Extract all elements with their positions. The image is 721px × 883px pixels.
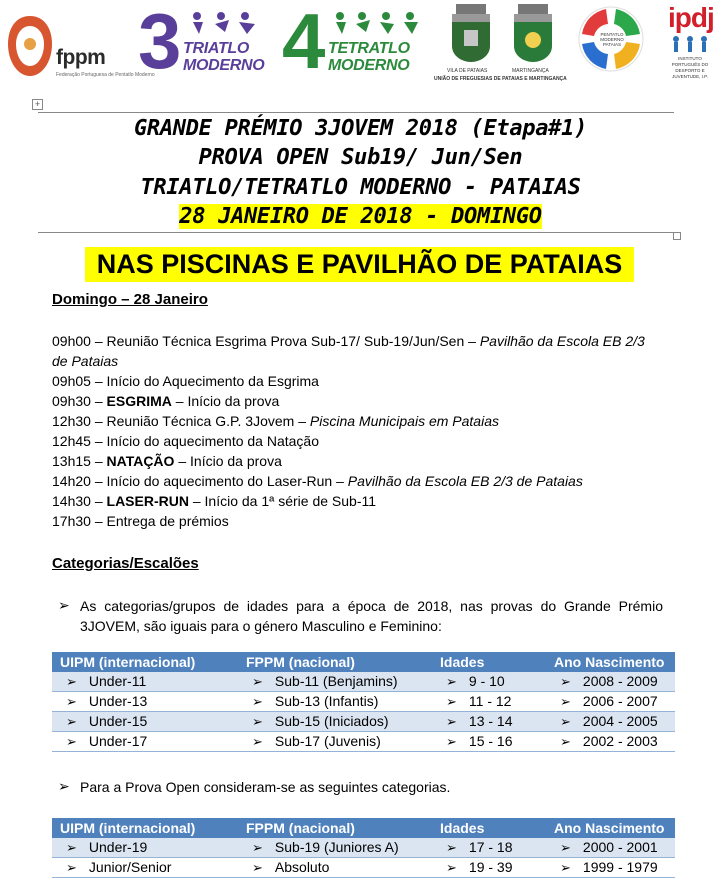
schedule-item	[52, 471, 583, 491]
column-header: UIPM (internacional)	[52, 652, 238, 672]
schedule-dash: –	[174, 453, 191, 469]
table-cell	[238, 692, 432, 712]
cell-value: Under-11	[88, 673, 147, 689]
cell-value: 2004 - 2005	[582, 713, 658, 729]
arrow-bullet-icon: ➢	[252, 840, 263, 855]
column-header: Ano Nascimento	[546, 818, 675, 838]
schedule-text: Início do aquecimento do Laser-Run	[106, 473, 333, 489]
schedule-title: Domingo – 28 Janeiro	[52, 291, 208, 308]
crest1-caption: VILA DE PATAIAS	[447, 68, 488, 74]
schedule-dash: –	[90, 333, 107, 349]
cell-value: Sub-11 (Benjamins)	[274, 673, 398, 689]
schedule-time: 09h30	[52, 393, 91, 409]
ipdj-wordmark: ipdj	[668, 2, 714, 33]
fppm-subtitle: Federação Portuguesa de Pentatlo Moderno	[56, 72, 155, 78]
arrow-bullet-icon: ➢	[446, 714, 457, 729]
heading-top-rule	[38, 112, 674, 113]
schedule-dash: –	[90, 413, 107, 429]
table-cell	[546, 672, 675, 692]
cell-value: 19 - 39	[468, 859, 513, 875]
column-header: FPPM (nacional)	[238, 652, 432, 672]
schedule-event: ESGRIMA	[106, 393, 172, 409]
schedule-item	[52, 411, 499, 431]
arrow-bullet-icon: ➢	[560, 860, 571, 875]
column-header: Idades	[432, 652, 546, 672]
arrow-bullet-icon: ➢	[252, 714, 263, 729]
table-cell	[52, 858, 238, 878]
arrow-bullet-icon: ➢	[66, 734, 77, 749]
schedule-place: de Pataias	[52, 353, 119, 369]
schedule-event: NATAÇÃO	[106, 453, 175, 469]
schedule-dash: –	[90, 453, 107, 469]
cell-value: 2000 - 2001	[582, 839, 658, 855]
cell-value: 1999 - 1979	[582, 859, 658, 875]
schedule-text: Início da 1ª série de Sub-11	[204, 493, 377, 509]
schedule-dash: –	[90, 373, 107, 389]
table-cell	[546, 858, 675, 878]
arrow-bullet-icon: ➢	[252, 674, 263, 689]
table-row	[52, 732, 675, 752]
schedule-dash: –	[90, 473, 107, 489]
schedule-time: 09h00	[52, 333, 91, 349]
ipdj-figures-icon	[668, 34, 714, 54]
schedule-time: 09h05	[52, 373, 91, 389]
fppm-wordmark: fppm	[56, 46, 106, 69]
column-header: FPPM (nacional)	[238, 818, 432, 838]
table-cell	[52, 692, 238, 712]
cell-value: 2008 - 2009	[582, 673, 658, 689]
cell-value: 2006 - 2007	[582, 693, 658, 709]
schedule-dash: –	[464, 333, 480, 349]
cell-value: Under-19	[88, 839, 148, 855]
schedule-text: Início da prova	[190, 453, 282, 469]
schedule-time: 14h20	[52, 473, 91, 489]
schedule-text: Reunião Técnica G.P. 3Jovem	[106, 413, 295, 429]
table-cell	[546, 732, 675, 752]
triatlo-line2: MODERNO	[183, 57, 265, 74]
schedule-item	[52, 351, 118, 371]
schedule-item	[52, 391, 279, 411]
table-cell	[432, 732, 546, 752]
schedule-dash: –	[332, 473, 348, 489]
schedule-dash: –	[90, 433, 107, 449]
table-cell	[238, 732, 432, 752]
bullet-arrow-icon: ➢	[58, 597, 70, 613]
arrow-bullet-icon: ➢	[66, 860, 77, 875]
arrow-bullet-icon: ➢	[252, 694, 263, 709]
schedule-dash: –	[90, 493, 107, 509]
categories-intro: As categorias/grupos de idades para a época de 2018, nas provas do Grande Prémio 3JOVEM, são iguais para o género Masculino e Feminino:	[80, 598, 663, 634]
cell-value: 2002 - 2003	[582, 733, 658, 749]
table-cell	[238, 858, 432, 878]
cell-value: Sub-17 (Juvenis)	[274, 733, 381, 749]
table-cell	[432, 712, 546, 732]
crest2-caption: MARTINGANÇA	[512, 68, 549, 74]
bullet-arrow-icon: ➢	[58, 778, 70, 794]
schedule-dash: –	[294, 413, 310, 429]
pataias-crest-icon	[446, 2, 496, 66]
open-intro: Para a Prova Open consideram-se as seguintes categorias.	[80, 779, 451, 795]
table-cell	[546, 838, 675, 858]
table-row	[52, 692, 675, 712]
cell-value: Sub-15 (Iniciados)	[274, 713, 389, 729]
table-cell	[546, 692, 675, 712]
pentatlo-caption: PENTATLO MODERNO PATAIAS	[600, 32, 624, 47]
schedule-time: 12h45	[52, 433, 91, 449]
arrow-bullet-icon: ➢	[560, 840, 571, 855]
cell-value: Sub-13 (Infantis)	[274, 693, 379, 709]
tetrathlon-figures-icon	[330, 10, 422, 36]
cell-value: Under-15	[88, 713, 148, 729]
arrow-bullet-icon: ➢	[66, 840, 77, 855]
arrow-bullet-icon: ➢	[66, 674, 77, 689]
arrow-bullet-icon: ➢	[446, 694, 457, 709]
table-resize-handle-icon[interactable]	[673, 232, 681, 240]
table-cell	[546, 712, 675, 732]
tetratlo-line1: TETRATLO	[328, 40, 410, 57]
categories-title: Categorias/Escalões	[52, 555, 199, 572]
schedule-text: Início da prova	[187, 393, 280, 409]
schedule-dash: –	[171, 393, 188, 409]
table-cell	[52, 672, 238, 692]
table-move-handle-icon[interactable]: +	[32, 99, 43, 110]
table-cell	[432, 692, 546, 712]
arrow-bullet-icon: ➢	[252, 734, 263, 749]
schedule-text: Reunião Técnica Esgrima Prova Sub-17/ Sub-19/Jun/Sen	[106, 333, 465, 349]
table-row	[52, 838, 675, 858]
cell-value: 15 - 16	[468, 733, 513, 749]
table-cell	[52, 712, 238, 732]
venue-banner: NAS PISCINAS E PAVILHÃO DE PATAIAS	[85, 247, 634, 282]
tetratlo-line2: MODERNO	[328, 57, 410, 74]
arrow-bullet-icon: ➢	[446, 734, 457, 749]
cell-value: Absoluto	[274, 859, 330, 875]
ipdj-caption: INSTITUTO PORTUGUÊS DO DESPORTO E JUVENTUDE, I.P.	[671, 56, 709, 79]
triatlo-number: 3	[138, 0, 182, 85]
table-cell	[432, 838, 546, 858]
column-header: Ano Nascimento	[546, 652, 675, 672]
table-cell	[432, 858, 546, 878]
table-cell	[52, 838, 238, 858]
schedule-time: 13h15	[52, 453, 91, 469]
freguesia-caption: UNIÃO DE FREGUESIAS DE PATAIAS E MARTINGANÇA	[434, 76, 567, 82]
arrow-bullet-icon: ➢	[446, 840, 457, 855]
table-cell	[52, 732, 238, 752]
arrow-bullet-icon: ➢	[446, 860, 457, 875]
arrow-bullet-icon: ➢	[560, 714, 571, 729]
schedule-text: Início do aquecimento da Natação	[106, 433, 319, 449]
schedule-time: 12h30	[52, 413, 91, 429]
arrow-bullet-icon: ➢	[66, 714, 77, 729]
fppm-emblem-icon	[4, 12, 56, 80]
heading-line-1: GRANDE PRÉMIO 3JOVEM 2018 (Etapa#1)	[133, 116, 588, 141]
logo-strip	[0, 0, 721, 92]
column-header: UIPM (internacional)	[52, 818, 238, 838]
schedule-item	[52, 511, 229, 531]
triatlo-line1: TRIATLO	[183, 40, 250, 57]
cell-value: 17 - 18	[468, 839, 513, 855]
martinganca-crest-icon	[508, 2, 558, 66]
heading-line-3: TRIATLO/TETRATLO MODERNO - PATAIAS	[140, 175, 581, 200]
schedule-place: Pavilhão da Escola EB 2/3 de Pataias	[347, 473, 583, 489]
schedule-item	[52, 371, 319, 391]
arrow-bullet-icon: ➢	[252, 860, 263, 875]
heading-date: 28 JANEIRO DE 2018 - DOMINGO	[179, 204, 542, 229]
arrow-bullet-icon: ➢	[560, 694, 571, 709]
arrow-bullet-icon: ➢	[66, 694, 77, 709]
cell-value: 9 - 10	[468, 673, 505, 689]
schedule-dash: –	[188, 493, 205, 509]
categories-table	[52, 652, 675, 752]
table-row	[52, 858, 675, 878]
open-categories-table	[52, 818, 675, 878]
cell-value: Under-17	[88, 733, 148, 749]
table-cell	[238, 672, 432, 692]
schedule-item	[52, 491, 376, 511]
cell-value: Under-13	[88, 693, 148, 709]
table-cell	[238, 712, 432, 732]
schedule-time: 14h30	[52, 493, 91, 509]
schedule-text: Início do Aquecimento da Esgrima	[106, 373, 319, 389]
table-row	[52, 712, 675, 732]
schedule-time: 17h30	[52, 513, 91, 529]
arrow-bullet-icon: ➢	[446, 674, 457, 689]
column-header: Idades	[432, 818, 546, 838]
arrow-bullet-icon: ➢	[560, 674, 571, 689]
table-cell	[432, 672, 546, 692]
cell-value: 13 - 14	[468, 713, 513, 729]
heading-line-2: PROVA OPEN Sub19/ Jun/Sen	[198, 145, 523, 170]
schedule-dash: –	[90, 513, 107, 529]
table-row	[52, 672, 675, 692]
triathlon-figures-icon	[185, 10, 265, 36]
schedule-event: LASER-RUN	[106, 493, 189, 509]
arrow-bullet-icon: ➢	[560, 734, 571, 749]
cell-value: Junior/Senior	[88, 859, 172, 875]
cell-value: 11 - 12	[468, 693, 512, 709]
schedule-place: Pavilhão da Escola EB 2/3	[479, 333, 645, 349]
tetratlo-number: 4	[282, 0, 326, 85]
cell-value: Sub-19 (Juniores A)	[274, 839, 399, 855]
heading-bottom-rule	[38, 232, 674, 233]
schedule-text: Entrega de prémios	[106, 513, 229, 529]
table-cell	[238, 838, 432, 858]
heading-line-4	[0, 204, 721, 230]
schedule-item	[52, 331, 645, 351]
schedule-item	[52, 431, 319, 451]
schedule-place: Piscina Municipais em Pataias	[309, 413, 499, 429]
schedule-dash: –	[90, 393, 107, 409]
schedule-item	[52, 451, 282, 471]
